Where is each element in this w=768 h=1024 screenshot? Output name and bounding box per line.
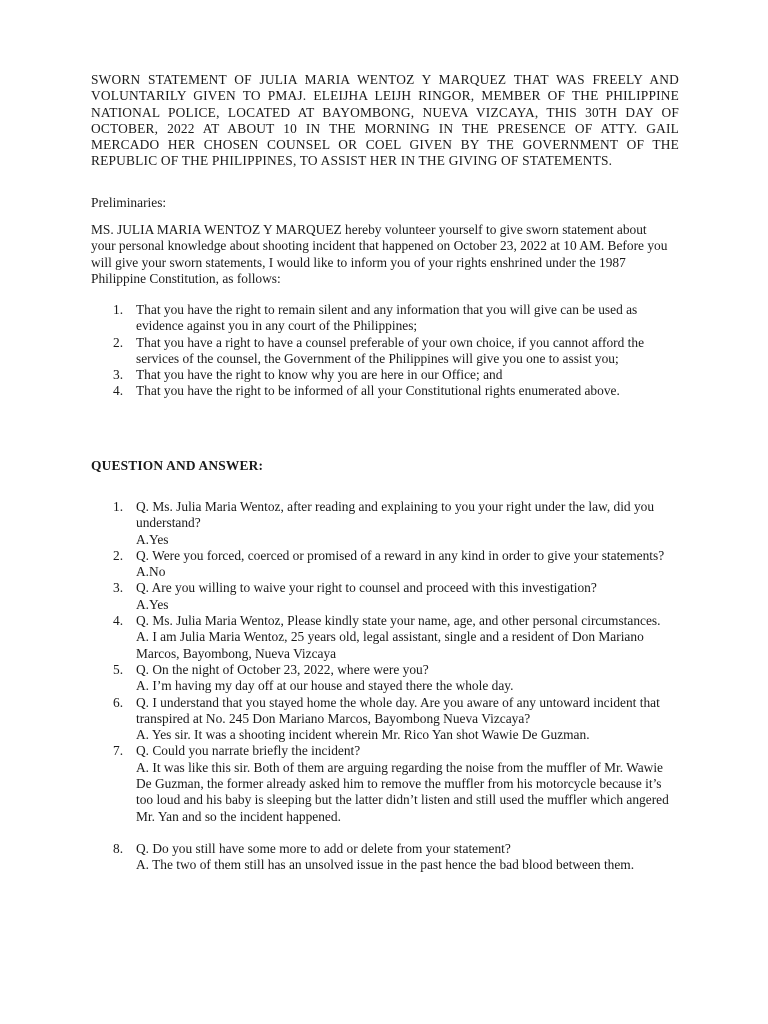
qa-item-body <box>136 841 671 874</box>
answer-text: A.Yes <box>136 531 169 547</box>
qa-item-number: 4. <box>113 613 124 629</box>
qa-item <box>91 695 671 744</box>
answer-text: A.Yes <box>136 596 169 612</box>
qa-item <box>91 662 671 695</box>
rights-item-number: 2. <box>113 334 124 350</box>
answer-text: A. I am Julia Maria Wentoz, 25 years old, legal assistant, single and a resident of Don Mariano Marcos, Bayombong, Nueva Vizcaya <box>136 629 644 661</box>
rights-item <box>91 302 671 335</box>
qa-item <box>91 841 671 874</box>
qa-item <box>91 743 671 824</box>
rights-item-text: That you have the right to know why you are here in our Office; and <box>136 367 503 383</box>
qa-item-number: 8. <box>113 840 124 856</box>
rights-item-number: 1. <box>113 302 124 317</box>
qa-item-body <box>136 695 671 744</box>
question-text: Q. Ms. Julia Maria Wentoz, after reading and explaining to you your right under the law, did you understand? <box>136 499 655 531</box>
rights-list <box>91 302 671 400</box>
rights-item <box>91 367 671 383</box>
qa-item-number: 3. <box>113 580 124 596</box>
qa-item-body <box>136 548 671 581</box>
qa-item-body <box>136 662 671 695</box>
answer-text: A. It was like this sir. Both of them are arguing regarding the noise from the muffler of Mr. Wawie De Guzman, the former already asked him to remove the muffler from his motorcycle because it’s too loud and his baby is sleeping but the latter didn’t listen and still used the muffler which angered Mr. Yan and so the incident happened. <box>136 759 669 824</box>
rights-item <box>91 335 671 368</box>
qa-item-number: 5. <box>113 661 124 677</box>
question-text: Q. On the night of October 23, 2022, where were you? <box>136 661 429 677</box>
qa-item-number: 2. <box>113 547 124 563</box>
qa-item <box>91 499 671 548</box>
question-text: Q. Do you still have some more to add or delete from your statement? <box>136 840 511 856</box>
question-text: Q. Could you narrate briefly the incident? <box>136 743 361 759</box>
qa-item-body <box>136 613 671 662</box>
answer-text: A. The two of them still has an unsolved issue in the past hence the bad blood between them. <box>136 857 635 873</box>
qa-item-body <box>136 580 671 613</box>
rights-item-text: That you have a right to have a counsel preferable of your own choice, if you cannot afford the services of the counsel, the Government of the Philippines will give you one to assist you; <box>136 334 645 366</box>
rights-item <box>91 383 671 399</box>
question-text: Q. I understand that you stayed home the whole day. Are you aware of any untoward incident that transpired at No. 245 Don Mariano Marcos, Bayombong Nueva Vizcaya? <box>136 694 660 726</box>
qa-item <box>91 548 671 581</box>
rights-item-text: That you have the right to be informed of all your Constitutional rights enumerated above. <box>136 383 620 399</box>
qa-item <box>91 580 671 613</box>
question-text: Q. Ms. Julia Maria Wentoz, Please kindly state your name, age, and other personal circumstances. <box>136 613 661 629</box>
answer-text: A.No <box>136 564 166 580</box>
question-text: Q. Were you forced, coerced or promised of a reward in any kind in order to give your statements? <box>136 547 665 563</box>
preliminaries-intro: MS. JULIA MARIA WENTOZ Y MARQUEZ hereby volunteer yourself to give sworn statement about your personal knowledge about shooting incident that happened on October 23, 2022 at 10 AM. Before you will give your sworn statements, I would like to inform you of your rights enshrined under the 1987 Philippine Constitution, as follows: <box>91 222 668 286</box>
qa-spacer <box>91 825 671 841</box>
qa-item-number: 7. <box>113 743 124 759</box>
statement-header: SWORN STATEMENT OF JULIA MARIA WENTOZ Y MARQUEZ THAT WAS FREELY AND VOLUNTARILY GIVEN TO PMAJ. ELEIJHA LEIJH RINGOR, MEMBER OF THE PHILIPPINE NATIONAL POLICE, LOCATED AT BAYOMBONG, NUEVA VIZCAYA, THIS 30TH DAY OF OCTOBER, 2022 AT ABOUT 10 IN THE MORNING IN THE PRESENCE OF ATTY. GAIL MERCADO HER CHOSEN COUNSEL OR COEL GIVEN BY THE GOVERNMENT OF THE REPUBLIC OF THE PHILIPPINES, TO ASSIST HER IN THE GIVING OF STATEMENTS. <box>91 72 679 169</box>
answer-text: A. I’m having my day off at our house and stayed there the whole day. <box>136 678 514 694</box>
qa-heading: QUESTION AND ANSWER: <box>91 458 264 473</box>
rights-item-number: 4. <box>113 383 124 399</box>
preliminaries-label: Preliminaries: <box>91 195 167 210</box>
qa-item-number: 6. <box>113 694 124 710</box>
qa-item <box>91 613 671 662</box>
qa-item-number: 1. <box>113 499 124 514</box>
qa-list <box>91 499 671 874</box>
question-text: Q. Are you willing to waive your right to counsel and proceed with this investigation? <box>136 580 597 596</box>
qa-item-body <box>136 743 671 824</box>
rights-item-text: That you have the right to remain silent and any information that you will give can be used as evidence against you in any court of the Philippines; <box>136 302 638 334</box>
answer-text: A. Yes sir. It was a shooting incident wherein Mr. Rico Yan shot Wawie De Guzman. <box>136 727 590 743</box>
rights-item-number: 3. <box>113 367 124 383</box>
qa-item-body <box>136 499 671 548</box>
